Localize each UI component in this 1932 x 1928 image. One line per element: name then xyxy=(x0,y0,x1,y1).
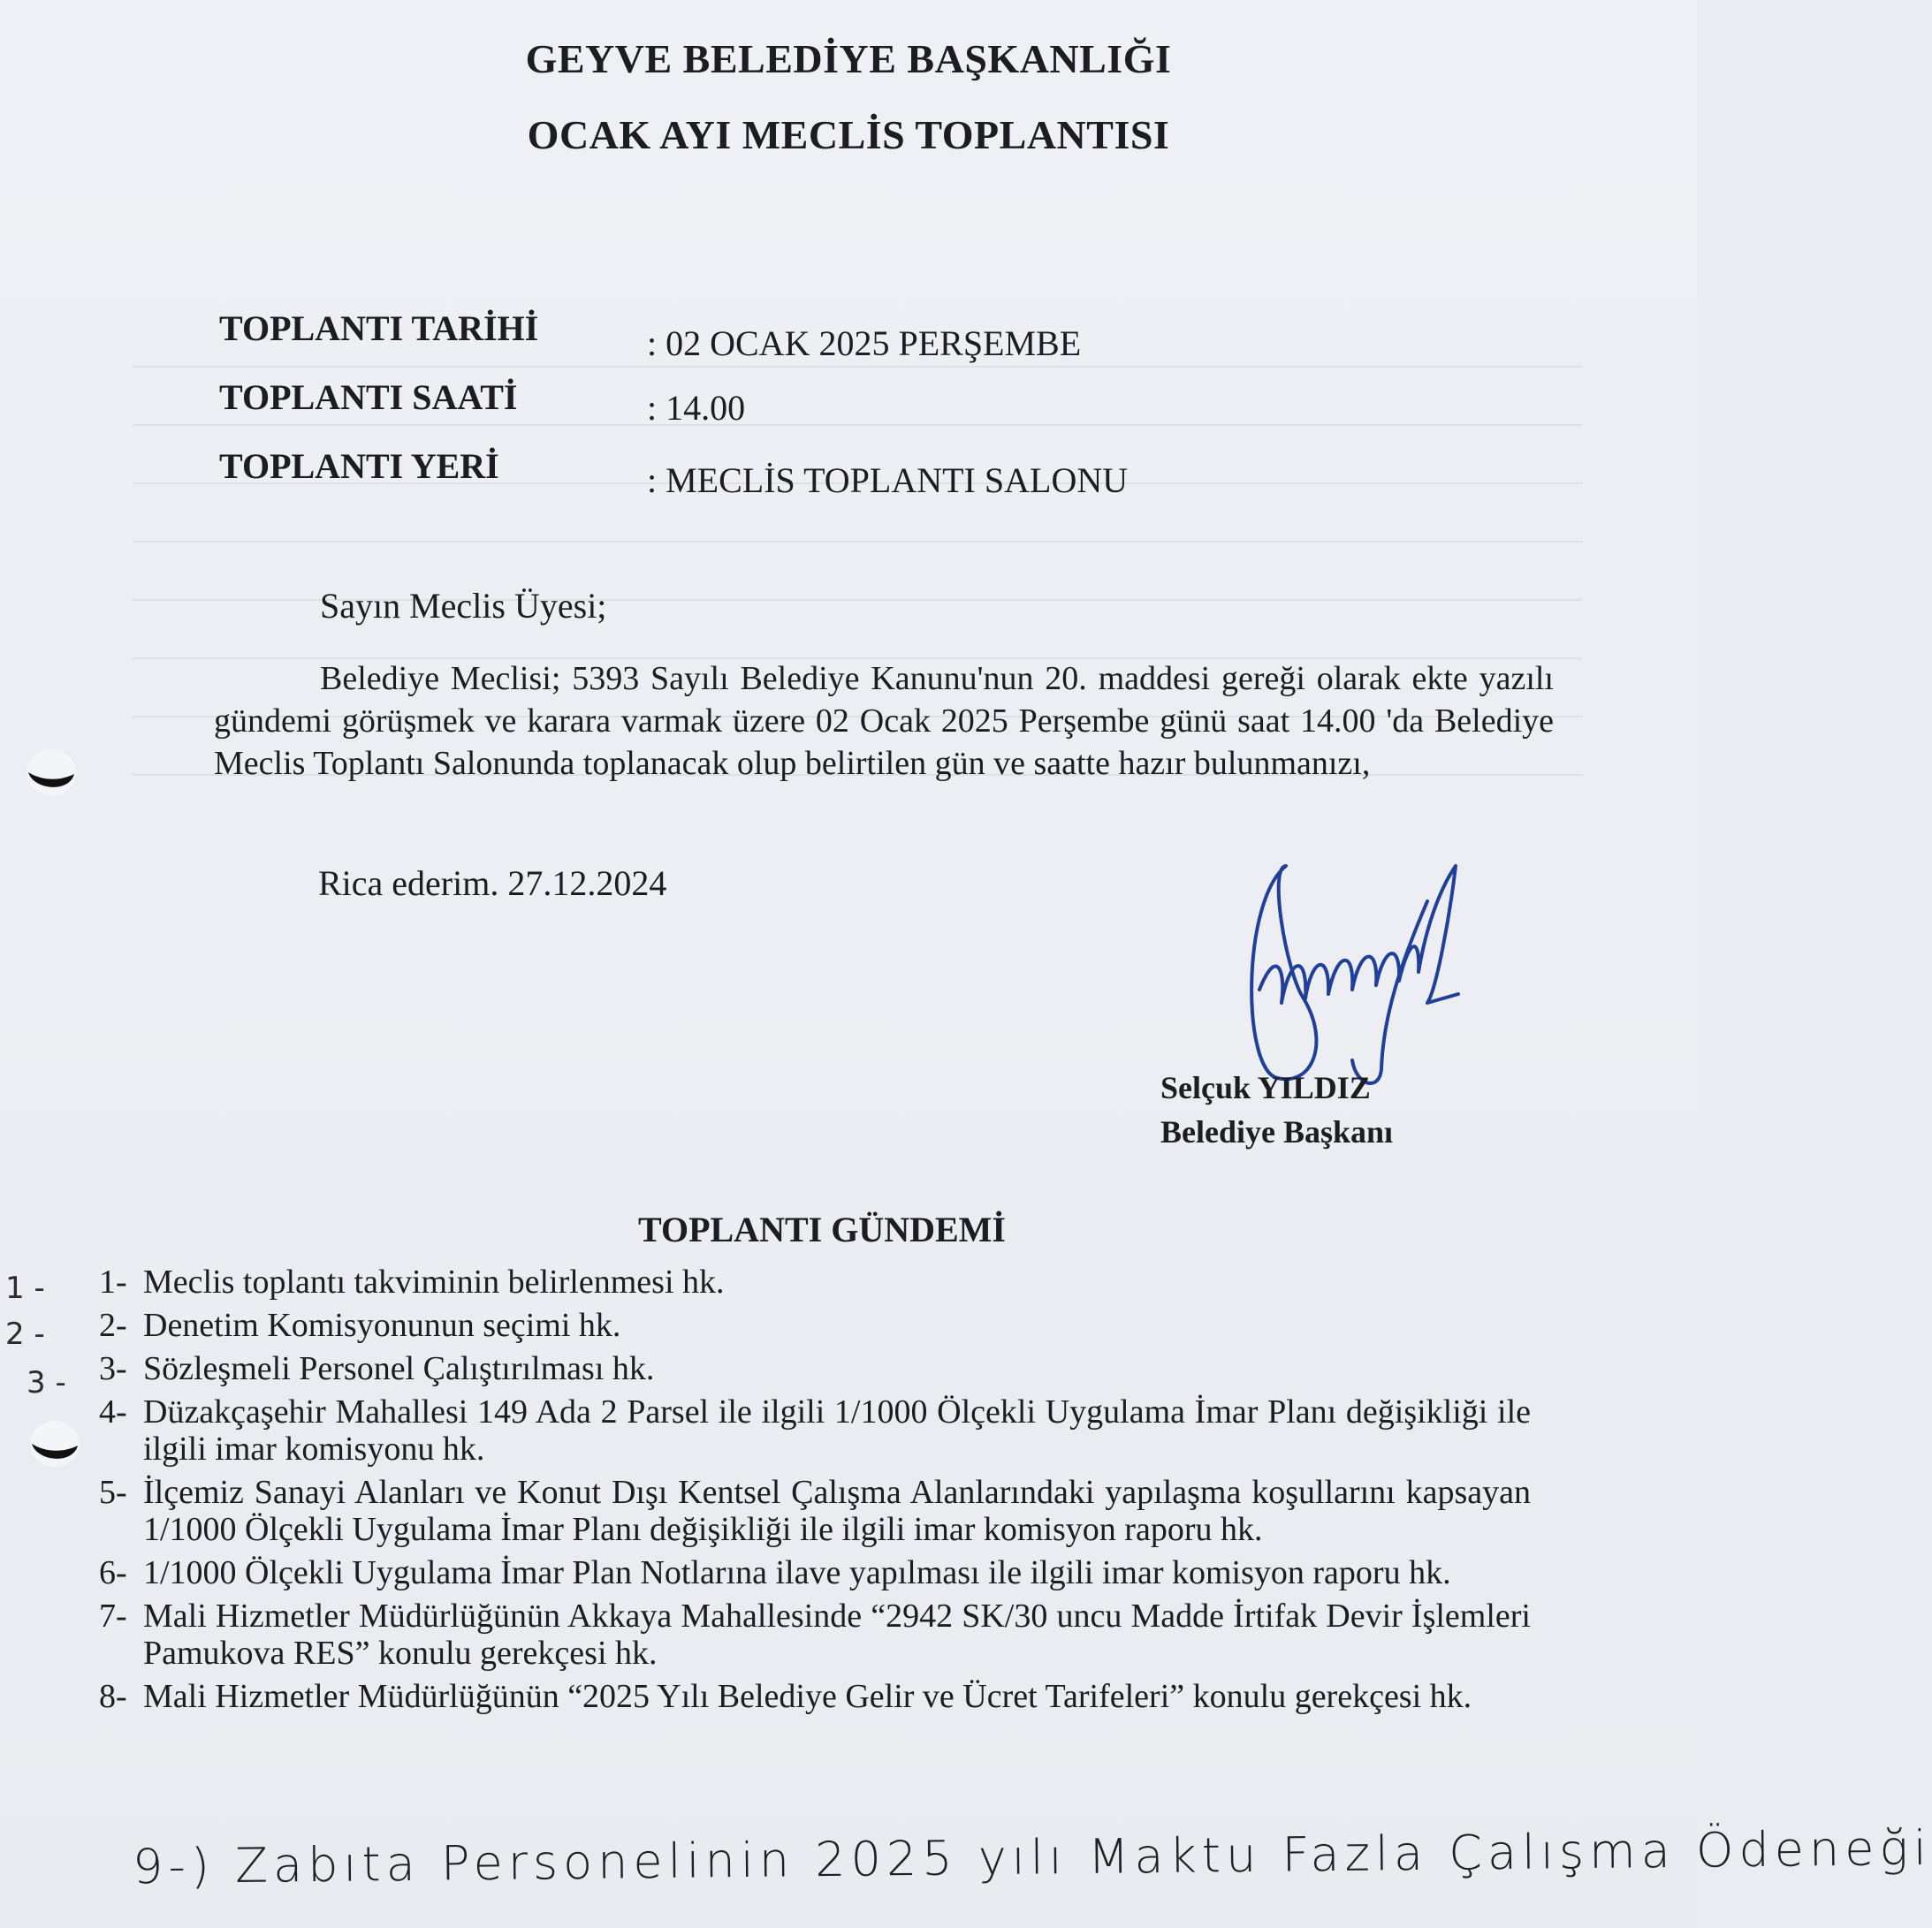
agenda-item xyxy=(99,1350,1531,1387)
punch-hole-mark xyxy=(28,1419,81,1469)
agenda-item-number: 1- xyxy=(99,1264,127,1301)
place-label: TOPLANTI YERİ xyxy=(219,446,499,486)
margin-note-3: 3 - xyxy=(27,1365,66,1400)
margin-note-1: 1 - xyxy=(5,1271,45,1306)
handwritten-agenda-item-9: 9-) Zabıta Personelinin 2025 yılı Maktu Fazla Çalışma Ödeneği xyxy=(132,1819,1932,1895)
agenda-item xyxy=(99,1307,1531,1344)
agenda-item-number: 4- xyxy=(99,1393,127,1431)
agenda-item-text: Denetim Komisyonunun seçimi hk. xyxy=(143,1307,621,1344)
agenda-item-text: İlçemiz Sanayi Alanları ve Konut Dışı Kentsel Çalışma Alanlarındaki yapılaşma koşullarını kapsayan 1/1000 Ölçekli Uygulama İmar Planı değişikliği ile ilgili imar komisyon raporu hk. xyxy=(143,1474,1531,1548)
agenda-item-number: 6- xyxy=(99,1554,127,1591)
agenda-item xyxy=(99,1678,1531,1715)
letter-salutation: Sayın Meclis Üyesi; xyxy=(320,586,607,626)
agenda-list xyxy=(99,1264,1531,1721)
mayor-signature xyxy=(1224,848,1480,1104)
letter-closing: Rica ederim. 27.12.2024 xyxy=(318,863,667,903)
agenda-title: TOPLANTI GÜNDEMİ xyxy=(638,1210,1006,1249)
signatory-title: Belediye Başkanı xyxy=(1160,1114,1394,1150)
agenda-item-number: 8- xyxy=(99,1678,127,1715)
agenda-item-text: Meclis toplantı takviminin belirlenmesi hk. xyxy=(143,1264,725,1301)
agenda-item xyxy=(99,1554,1531,1591)
margin-note-2: 2 - xyxy=(5,1317,45,1352)
agenda-item-text: Mali Hizmetler Müdürlüğünün Akkaya Mahallesinde “2942 SK/30 uncu Madde İrtifak Devir İşlemleri Pamukova RES” konulu gerekçesi hk. xyxy=(143,1598,1531,1672)
document-header-municipality: GEYVE BELEDİYE BAŞKANLIĞI xyxy=(525,36,1172,81)
time-value: : 14.00 xyxy=(647,388,746,428)
time-label: TOPLANTI SAATİ xyxy=(219,377,518,417)
agenda-item-number: 3- xyxy=(99,1350,127,1387)
document-header-meeting: OCAK AYI MECLİS TOPLANTISI xyxy=(527,112,1170,157)
agenda-item-text: Düzakçaşehir Mahallesi 149 Ada 2 Parsel ile ilgili 1/1000 Ölçekli Uygulama İmar Planı değişikliği ile ilgili imar komisyonu hk. xyxy=(143,1393,1531,1468)
agenda-item-number: 5- xyxy=(99,1474,127,1511)
agenda-item-text: Mali Hizmetler Müdürlüğünün “2025 Yılı Belediye Gelir ve Ücret Tarifeleri” konulu gerekçesi hk. xyxy=(143,1678,1472,1715)
agenda-item xyxy=(99,1598,1531,1672)
agenda-item-number: 7- xyxy=(99,1598,127,1635)
signatory-name: Selçuk YILDIZ xyxy=(1160,1070,1371,1105)
place-value: : MECLİS TOPLANTI SALONU xyxy=(647,460,1129,500)
agenda-item-text: Sözleşmeli Personel Çalıştırılması hk. xyxy=(143,1350,655,1387)
agenda-item xyxy=(99,1393,1531,1468)
agenda-item-text: 1/1000 Ölçekli Uygulama İmar Plan Notlarına ilave yapılması ile ilgili imar komisyon raporu hk. xyxy=(143,1554,1451,1591)
letter-body: Belediye Meclisi; 5393 Sayılı Belediye Kanunu'nun 20. maddesi gereği olarak ekte yazılı gündemi görüşmek ve karara varmak üzere 02 Ocak 2025 Perşembe günü saat 14.00 'da Belediye Meclis Toplantı Salonunda toplanacak olup belirtilen gün ve saatte hazır bulunmanızı, xyxy=(214,660,1554,782)
agenda-item-number: 2- xyxy=(99,1307,127,1344)
date-label: TOPLANTI TARİHİ xyxy=(219,308,539,348)
punch-hole-mark xyxy=(25,748,78,797)
date-value: : 02 OCAK 2025 PERŞEMBE xyxy=(647,323,1082,363)
agenda-item xyxy=(99,1264,1531,1301)
agenda-item xyxy=(99,1474,1531,1548)
